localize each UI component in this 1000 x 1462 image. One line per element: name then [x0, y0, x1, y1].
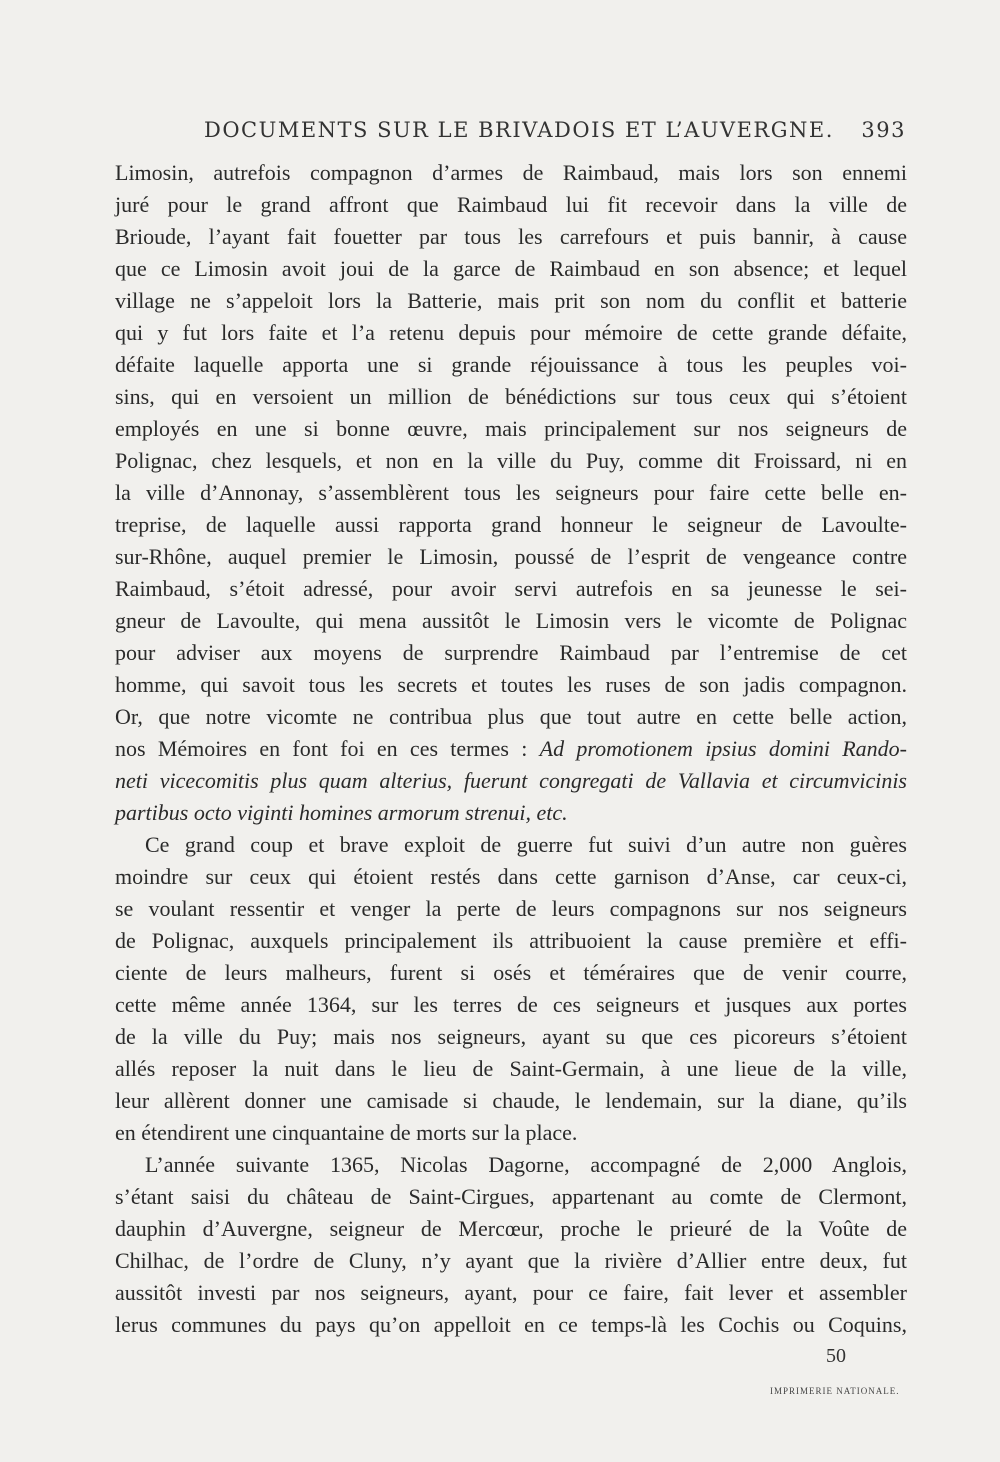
- text-line-with-latin: [115, 733, 907, 765]
- text-line: homme, qui savoit tous les secrets et toutes les ruses de son jadis compagnon.: [115, 672, 907, 697]
- text-line: sins, qui en versoient un million de bénédictions sur tous ceux qui s’étoient: [115, 384, 907, 409]
- text-line: en étendirent une cinquantaine de morts sur la place.: [115, 1120, 578, 1145]
- page-number: 393: [861, 118, 906, 142]
- running-header: [204, 118, 906, 148]
- latin-quote-line: partibus octo viginti homines armorum strenui, etc.: [115, 800, 568, 825]
- text-line: leur allèrent donner une camisade si chaude, le lendemain, sur la diane, qu’ils: [115, 1088, 907, 1113]
- text-line: allés reposer la nuit dans le lieu de Saint-Germain, à une lieue de la ville,: [115, 1056, 907, 1081]
- text-line: s’étant saisi du château de Saint-Cirgues, appartenant au comte de Clermont,: [115, 1184, 907, 1209]
- signature-mark: 50: [826, 1345, 846, 1367]
- latin-quote: Ad promotionem ipsius domini Rando-: [539, 736, 907, 761]
- text-line: de la ville du Puy; mais nos seigneurs, ayant su que ces picoreurs s’étoient: [115, 1024, 907, 1049]
- text-line: Raimbaud, s’étoit adressé, pour avoir servi autrefois en sa jeunesse le sei-: [115, 576, 907, 601]
- text-line: village ne s’appeloit lors la Batterie, mais prit son nom du conflit et batterie: [115, 288, 907, 313]
- paragraph-start: Ce grand coup et brave exploit de guerre fut suivi d’un autre non guères: [145, 832, 907, 857]
- text-line: moindre sur ceux qui étoient restés dans cette garnison d’Anse, car ceux-ci,: [115, 864, 907, 889]
- text-line: que ce Limosin avoit joui de la garce de Raimbaud en son absence; et lequel: [115, 256, 907, 281]
- text-line: qui y fut lors faite et l’a retenu depuis pour mémoire de cette grande défaite,: [115, 320, 907, 345]
- text-line: la ville d’Annonay, s’assemblèrent tous les seigneurs pour faire cette belle en-: [115, 480, 907, 505]
- text-line: Chilhac, de l’ordre de Cluny, n’y ayant que la rivière d’Allier entre deux, fut: [115, 1248, 907, 1273]
- text-line: Limosin, autrefois compagnon d’armes de Raimbaud, mais lors son ennemi: [115, 160, 907, 185]
- paragraph-start: L’année suivante 1365, Nicolas Dagorne, accompagné de 2,000 Anglois,: [145, 1152, 907, 1177]
- text-line: de Polignac, auxquels principalement ils attribuoient la cause première et effi-: [115, 928, 907, 953]
- latin-quote-line: neti vicecomitis plus quam alterius, fuerunt congregati de Vallavia et circumvicinis: [115, 768, 907, 793]
- text-line: se voulant ressentir et venger la perte de leurs compagnons sur nos seigneurs: [115, 896, 907, 921]
- text-line-part: nos Mémoires en font foi en ces termes :: [115, 736, 528, 761]
- text-line: Or, que notre vicomte ne contribua plus que tout autre en cette belle action,: [115, 704, 907, 729]
- text-line: ciente de leurs malheurs, furent si osés et téméraires que de venir courre,: [115, 960, 907, 985]
- text-line: lerus communes du pays qu’on appelloit en ce temps-là les Cochis ou Coquins,: [115, 1312, 907, 1337]
- text-line: pour adviser aux moyens de surprendre Raimbaud par l’entremise de cet: [115, 640, 907, 665]
- printer-imprint: IMPRIMERIE NATIONALE.: [770, 1386, 900, 1396]
- text-line: Brioude, l’ayant fait fouetter par tous les carrefours et puis bannir, à cause: [115, 224, 907, 249]
- text-line: juré pour le grand affront que Raimbaud lui fit recevoir dans la ville de: [115, 192, 907, 217]
- text-line: gneur de Lavoulte, qui mena aussitôt le Limosin vers le vicomte de Polignac: [115, 608, 907, 633]
- text-line: employés en une si bonne œuvre, mais principalement sur nos seigneurs de: [115, 416, 907, 441]
- running-title: DOCUMENTS SUR LE BRIVADOIS ET L’AUVERGNE.: [204, 118, 834, 142]
- text-line: aussitôt investi par nos seigneurs, ayant, pour ce faire, fait lever et assembler: [115, 1280, 907, 1305]
- text-line: défaite laquelle apporta une si grande réjouissance à tous les peuples voi-: [115, 352, 907, 377]
- text-line: treprise, de laquelle aussi rapporta grand honneur le seigneur de Lavoulte-: [115, 512, 907, 537]
- text-line: sur-Rhône, auquel premier le Limosin, poussé de l’esprit de vengeance contre: [115, 544, 907, 569]
- text-line: dauphin d’Auvergne, seigneur de Mercœur, proche le prieuré de la Voûte de: [115, 1216, 907, 1241]
- text-line: cette même année 1364, sur les terres de ces seigneurs et jusques aux portes: [115, 992, 907, 1017]
- text-line: Polignac, chez lesquels, et non en la ville du Puy, comme dit Froissard, ni en: [115, 448, 907, 473]
